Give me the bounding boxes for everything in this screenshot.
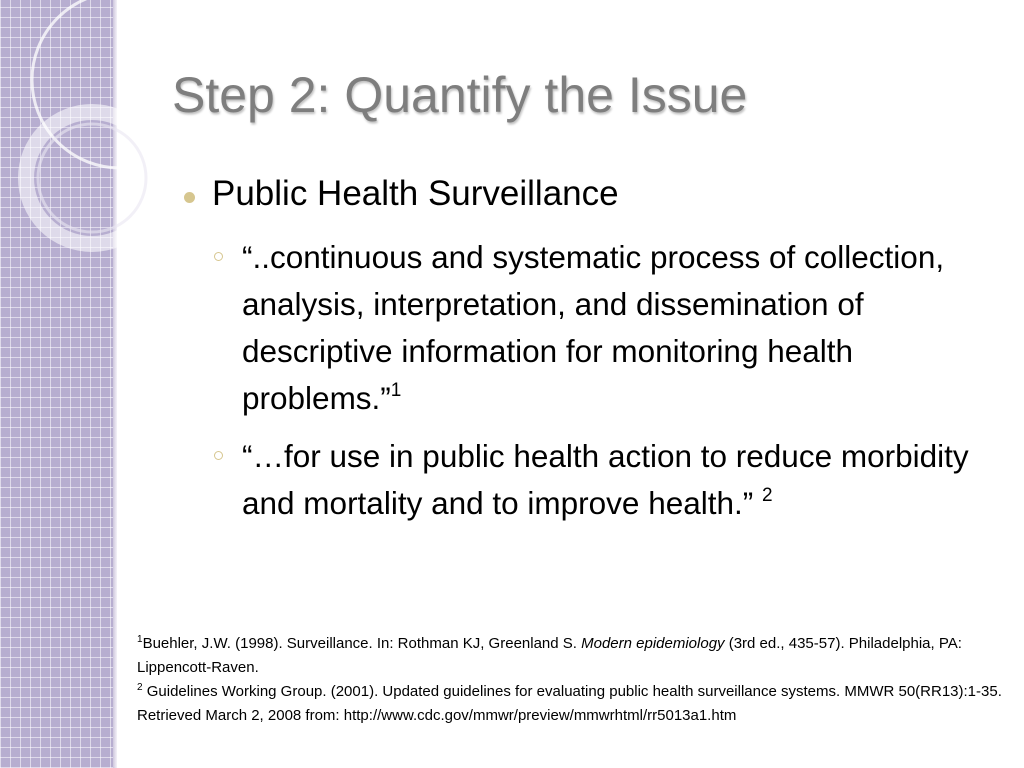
- sub-bullet-text: “..continuous and systematic process of collection, analysis, interpretation, and dissemination of descriptive information for monitoring health problems.”: [242, 239, 945, 416]
- decorative-circles: [0, 0, 200, 300]
- footnote-1: [137, 632, 1017, 680]
- main-bullet: [184, 174, 619, 214]
- footnote-marker: 1: [137, 634, 143, 645]
- footnotes: [137, 632, 1017, 728]
- ring-bullet-icon: [214, 451, 223, 460]
- ring-bullet-icon: [214, 252, 223, 261]
- footnote-text: Buehler, J.W. (1998). Surveillance. In: Rothman KJ, Greenland S.: [142, 635, 582, 652]
- slide-title: Step 2: Quantify the Issue: [172, 67, 748, 123]
- footnote-text: (3rd ed., 435-57). Philadelphia, PA: Lippencott-Raven.: [137, 635, 962, 676]
- footnote-marker: 2: [137, 682, 143, 693]
- footnote-italic-title: Modern epidemiology: [581, 635, 725, 652]
- footnote-2: [137, 680, 1017, 728]
- reference-marker: 2: [762, 485, 773, 506]
- sub-bullet-text: “…for use in public health action to reduce morbidity and mortality and to improve health.”: [242, 438, 969, 521]
- sub-bullet-purpose: [214, 433, 974, 527]
- main-bullet-text: Public Health Surveillance: [212, 174, 619, 213]
- bullet-dot-icon: [184, 192, 195, 203]
- reference-marker: 1: [390, 380, 402, 401]
- sub-bullet-definition: [214, 234, 974, 422]
- footnote-text: Guidelines Working Group. (2001). Updated guidelines for evaluating public health surveillance systems. MMWR 50(RR13):1-35. Retrieved March 2, 2008 from: http://www.cdc.gov/mmwr/preview/mmwrhtml/rr5013a1.htm: [137, 683, 1002, 724]
